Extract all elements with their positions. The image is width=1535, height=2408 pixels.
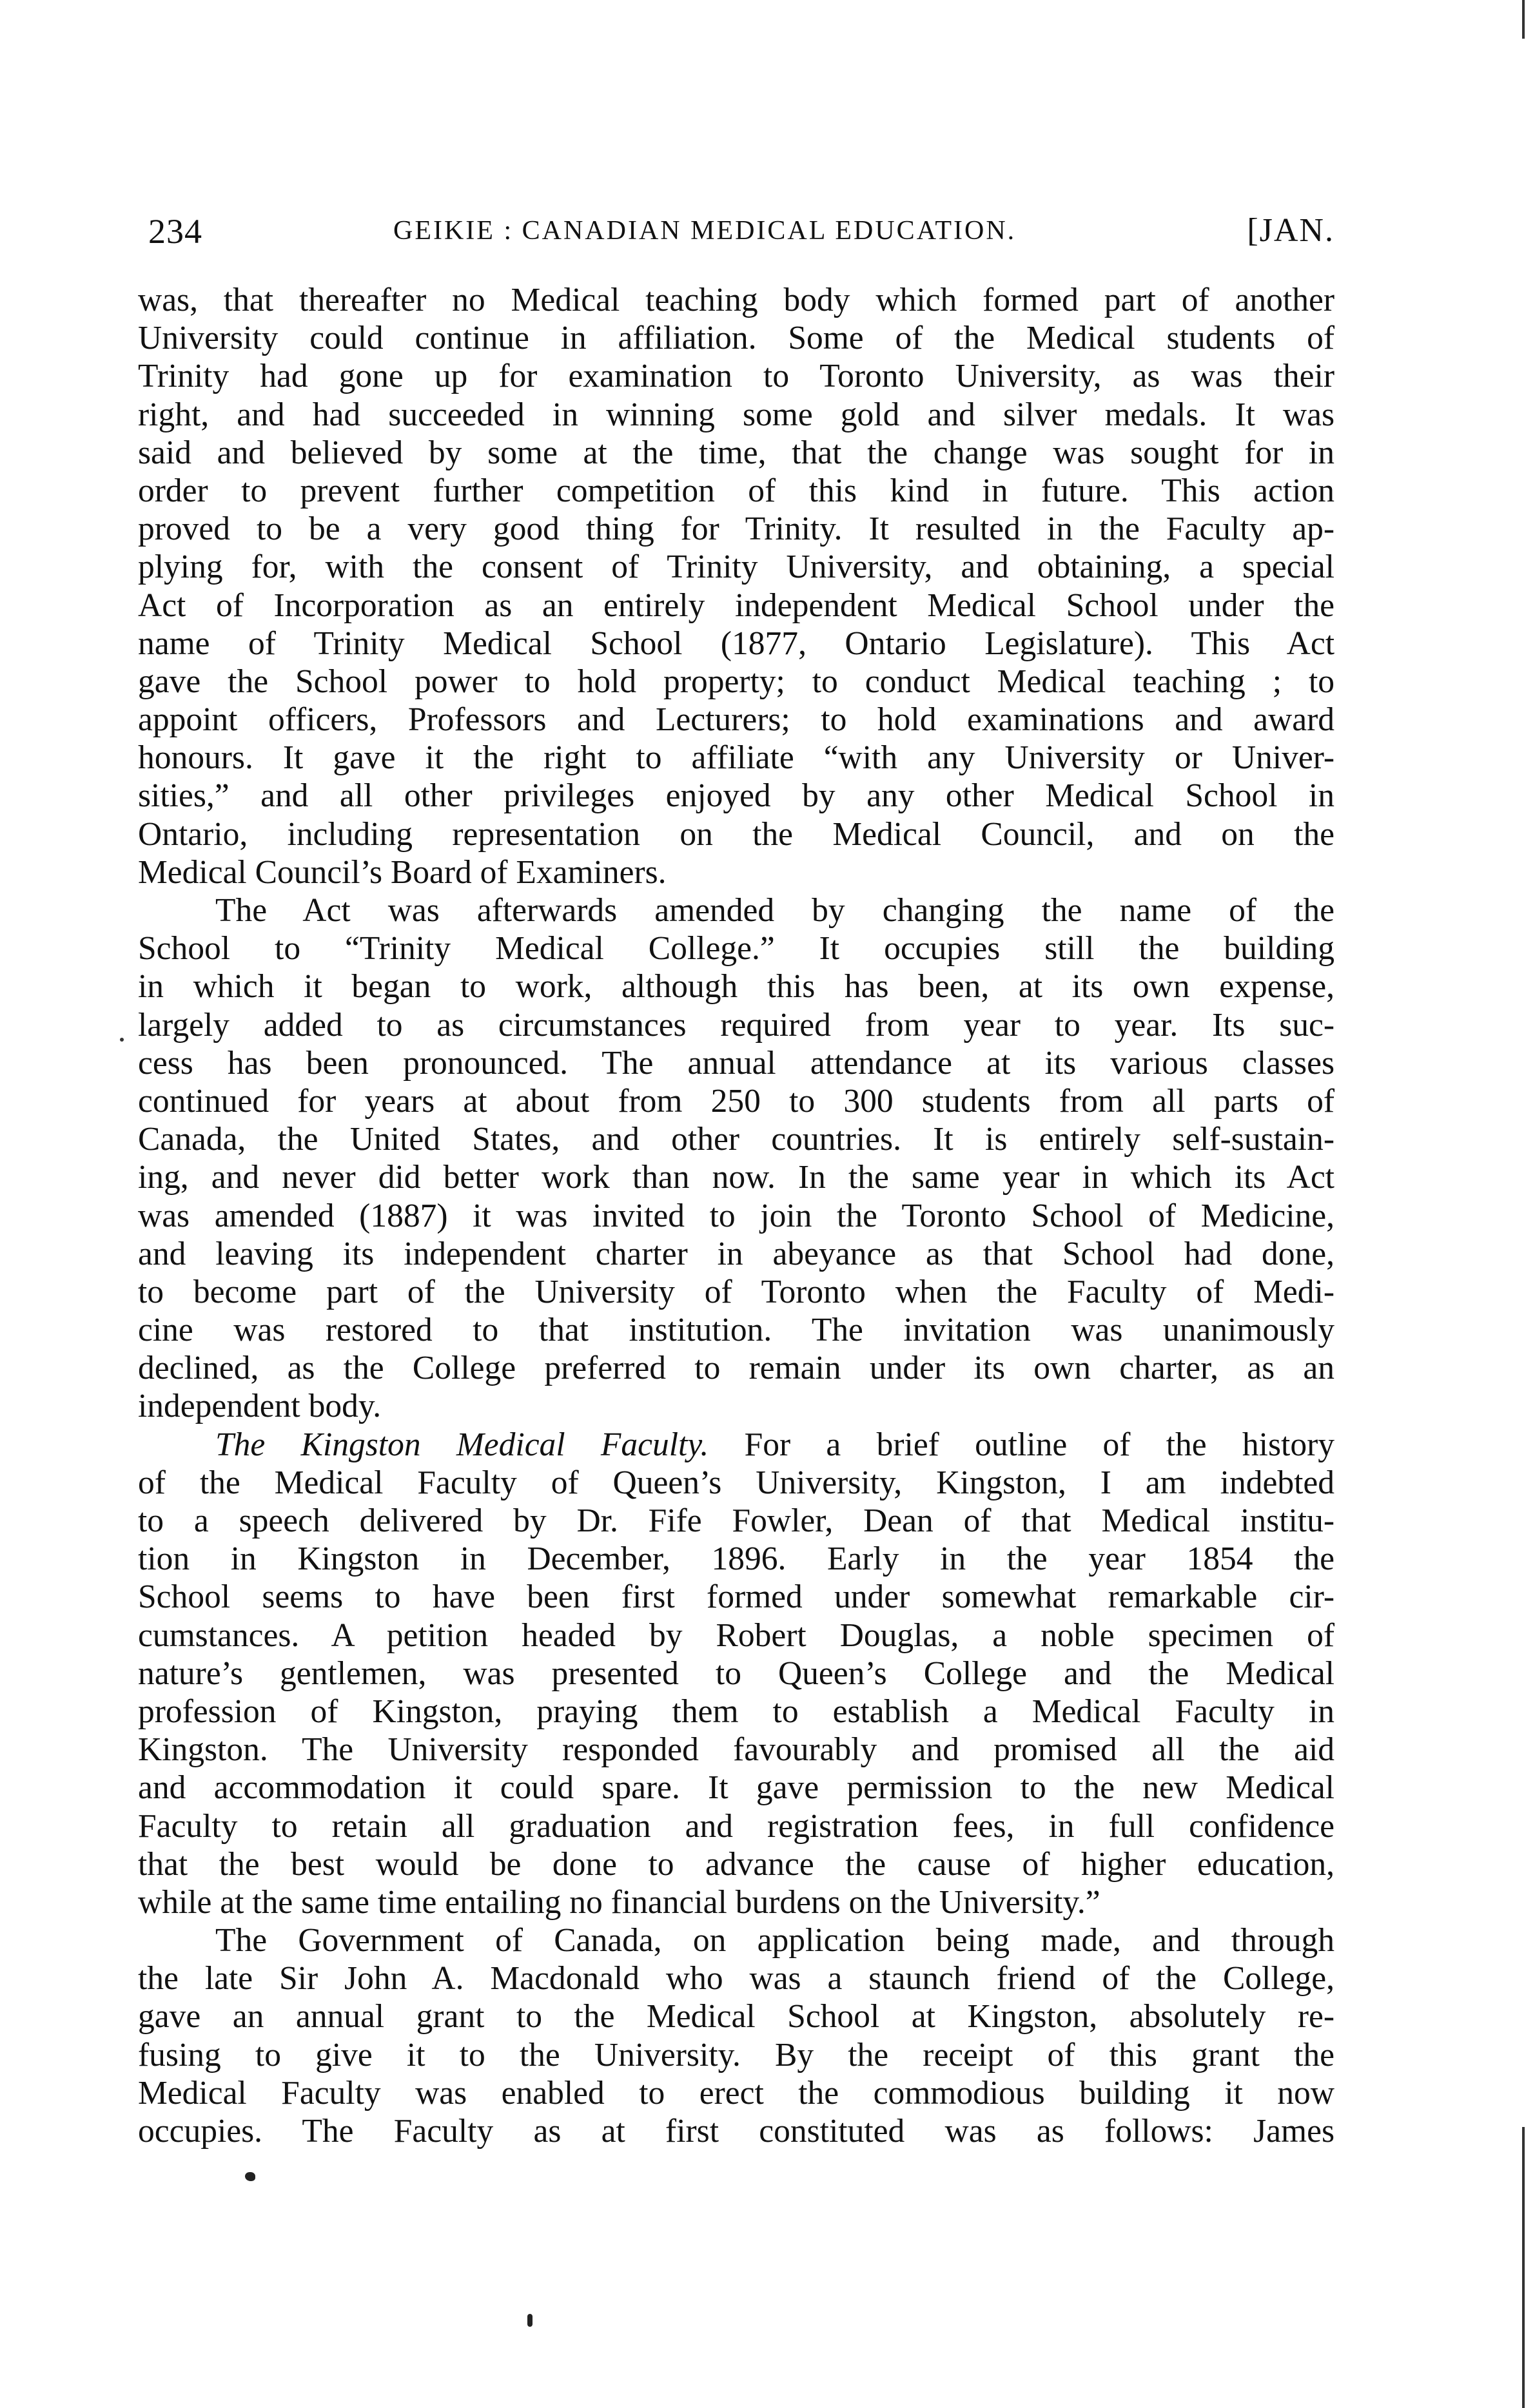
ink-speck (120, 1038, 124, 1042)
text-line: Canada, the United States, and other countries. It is entirely self-sustain- (138, 1121, 1335, 1158)
text-line: nature’s gentlemen, was presented to Queen’s College and the Medical (138, 1655, 1335, 1692)
text-line (138, 1426, 1335, 1464)
text-line: was, that thereafter no Medical teaching body which formed part of another (138, 282, 1335, 318)
text-line-rest: For a brief outline of the history (709, 1426, 1335, 1463)
text-line: cumstances. A petition headed by Robert Douglas, a noble specimen of (138, 1617, 1335, 1654)
text-line: right, and had succeeded in winning some gold and silver medals. It was (138, 396, 1335, 433)
text-line: independent body. (138, 1388, 382, 1425)
text-line: of the Medical Faculty of Queen’s University, Kingston, I am indebted (138, 1464, 1335, 1501)
scan-edge-line-bottom (1522, 2127, 1525, 2408)
text-line: fusing to give it to the University. By the receipt of this grant the (138, 2036, 1335, 2073)
text-line: in which it began to work, although this has been, at its own expense, (138, 968, 1335, 1005)
text-line: largely added to as circumstances required from year to year. Its suc- (138, 1006, 1335, 1044)
ink-mark (527, 2314, 533, 2327)
text-line: name of Trinity Medical School (1877, Ontario Legislature). This Act (138, 625, 1335, 662)
text-line: declined, as the College preferred to remain under its own charter, as an (138, 1350, 1335, 1387)
text-line: School to “Trinity Medical College.” It occupies still the building (138, 930, 1335, 967)
text-line: School seems to have been first formed under somewhat remarkable cir- (138, 1578, 1335, 1616)
text-line: while at the same time entailing no financial burdens on the University.” (138, 1883, 1100, 1921)
text-line: Medical Council’s Board of Examiners. (138, 853, 667, 891)
text-line: Act of Incorporation as an entirely independent Medical School under the (138, 587, 1335, 624)
ink-blot (245, 2172, 255, 2181)
text-line: to become part of the University of Toronto when the Faculty of Medi- (138, 1273, 1335, 1310)
paragraph-kingston-faculty (138, 1426, 1335, 1921)
text-line: appoint officers, Professors and Lecturers; to hold examinations and award (138, 701, 1335, 739)
text-line: University could continue in affiliation. Some of the Medical students of (138, 320, 1335, 357)
text-line: The Act was afterwards amended by changing the name of the (215, 892, 1335, 929)
text-line: occupies. The Faculty as at first constituted was as follows: James (138, 2113, 1335, 2150)
page-number: 234 (148, 212, 202, 251)
text-line: Faculty to retain all graduation and registration fees, in full confidence (138, 1807, 1335, 1845)
text-line: proved to be a very good thing for Trinity. It resulted in the Faculty ap- (138, 510, 1335, 548)
text-line: gave an annual grant to the Medical School at Kingston, absolutely re- (138, 1998, 1335, 2035)
text-line: plying for, with the consent of Trinity University, and obtaining, a special (138, 549, 1335, 586)
text-line: to a speech delivered by Dr. Fife Fowler, Dean of that Medical institu- (138, 1502, 1335, 1539)
text-line: and leaving its independent charter in abeyance as that School had done, (138, 1235, 1335, 1272)
body-text (138, 281, 1335, 2150)
text-line: sities,” and all other privileges enjoyed by any other Medical School in (138, 777, 1335, 815)
paragraph-trinity-college (138, 891, 1335, 1426)
text-line: gave the School power to hold property; to conduct Medical teaching ; to (138, 663, 1335, 700)
text-line: the late Sir John A. Macdonald who was a staunch friend of the College, (138, 1960, 1335, 1997)
text-line: Ontario, including representation on the Medical Council, and on the (138, 815, 1335, 853)
paragraph-trinity-history (138, 281, 1335, 891)
text-line: Medical Faculty was enabled to erect the commodious building it now (138, 2074, 1335, 2112)
running-title: GEIKIE : CANADIAN MEDICAL EDUCATION. (393, 216, 1017, 246)
scan-edge-line-top (1522, 0, 1525, 39)
text-line: that the best would be done to advance the cause of higher education, (138, 1845, 1335, 1883)
text-line: Trinity had gone up for examination to Toronto University, as was their (138, 358, 1335, 395)
text-line: tion in Kingston in December, 1896. Early in the year 1854 the (138, 1540, 1335, 1578)
text-line: honours. It gave it the right to affiliate “with any University or Univer- (138, 739, 1335, 777)
text-line: The Government of Canada, on application being made, and through (215, 1922, 1335, 1959)
paragraph-government-grant (138, 1921, 1335, 2150)
issue-date: [JAN. (1247, 212, 1335, 249)
text-line: profession of Kingston, praying them to establish a Medical Faculty in (138, 1693, 1335, 1730)
text-line: said and believed by some at the time, that the change was sought for in (138, 434, 1335, 471)
section-heading-italic: The Kingston Medical Faculty. (215, 1426, 709, 1463)
text-line: cine was restored to that institution. The invitation was unanimously (138, 1312, 1335, 1349)
text-line: was amended (1887) it was invited to join the Toronto School of Medicine, (138, 1197, 1335, 1234)
text-line: order to prevent further competition of this kind in future. This action (138, 472, 1335, 509)
text-line: and accommodation it could spare. It gave permission to the new Medical (138, 1769, 1335, 1807)
text-line: cess has been pronounced. The annual attendance at its various classes (138, 1044, 1335, 1082)
text-line: Kingston. The University responded favourably and promised all the aid (138, 1731, 1335, 1769)
text-line: continued for years at about from 250 to 300 students from all parts of (138, 1082, 1335, 1120)
text-line: ing, and never did better work than now. In the same year in which its Act (138, 1159, 1335, 1196)
running-header (148, 211, 1335, 257)
